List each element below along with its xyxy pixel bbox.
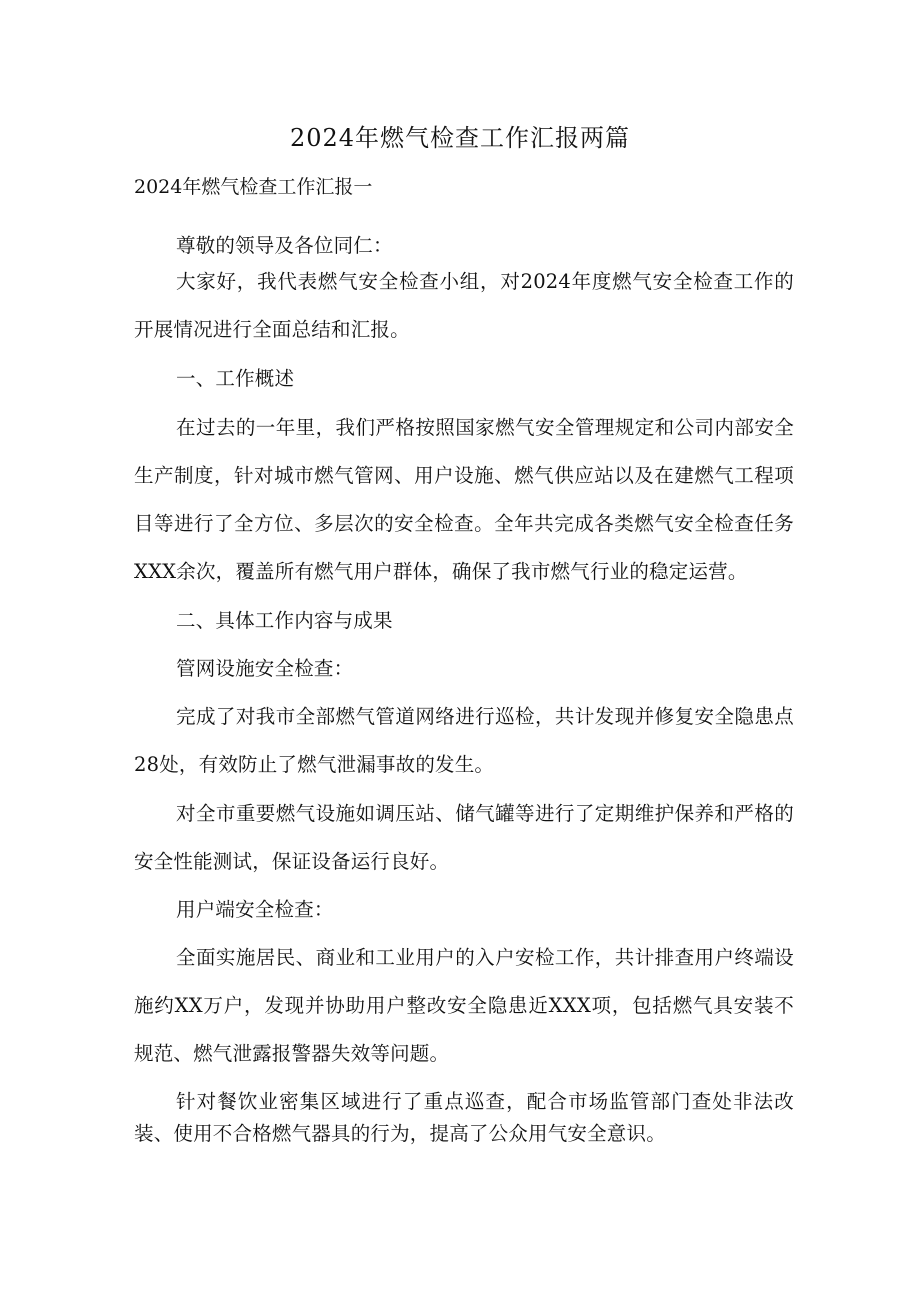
pipeline-paragraph-2: 对全市重要燃气设施如调压站、储气罐等进行了定期维护保养和严格的安全性能测试，保证设备运行良好。 xyxy=(134,802,794,873)
document-subtitle: 2024年燃气检查工作汇报一 xyxy=(134,176,373,198)
subheading-pipeline-check: 管网设施安全检查： xyxy=(176,657,354,680)
overview-paragraph: 在过去的一年里，我们严格按照国家燃气安全管理规定和公司内部安全生产制度，针对城市燃气管网、用户设施、燃气供应站以及在建燃气工程项目等进行了全方位、多层次的安全检查。全年共完成各类燃气安全检查任务XXX余次，覆盖所有燃气用户群体，确保了我市燃气行业的稳定运营。 xyxy=(134,416,794,583)
pipeline-paragraph-1: 完成了对我市全部燃气管道网络进行巡检，共计发现并修复安全隐患点28处，有效防止了燃气泄漏事故的发生。 xyxy=(134,705,794,776)
section-heading-overview: 一、工作概述 xyxy=(176,367,295,390)
user-paragraph-2: 针对餐饮业密集区域进行了重点巡查，配合市场监管部门查处非法改装、使用不合格燃气器具的行为，提高了公众用气安全意识。 xyxy=(134,1090,794,1145)
salutation: 尊敬的领导及各位同仁： xyxy=(176,234,393,257)
subheading-user-check: 用户端安全检查： xyxy=(176,898,334,921)
document-title: 2024年燃气检查工作汇报两篇 xyxy=(289,124,631,152)
intro-paragraph: 大家好，我代表燃气安全检查小组，对2024年度燃气安全检查工作的开展情况进行全面总结和汇报。 xyxy=(134,270,794,341)
user-paragraph-1: 全面实施居民、商业和工业用户的入户安检工作，共计排查用户终端设施约XX万户，发现并协助用户整改安全隐患近XXX项，包括燃气具安装不规范、燃气泄露报警器失效等问题。 xyxy=(134,946,794,1065)
section-heading-content: 二、具体工作内容与成果 xyxy=(176,609,393,632)
